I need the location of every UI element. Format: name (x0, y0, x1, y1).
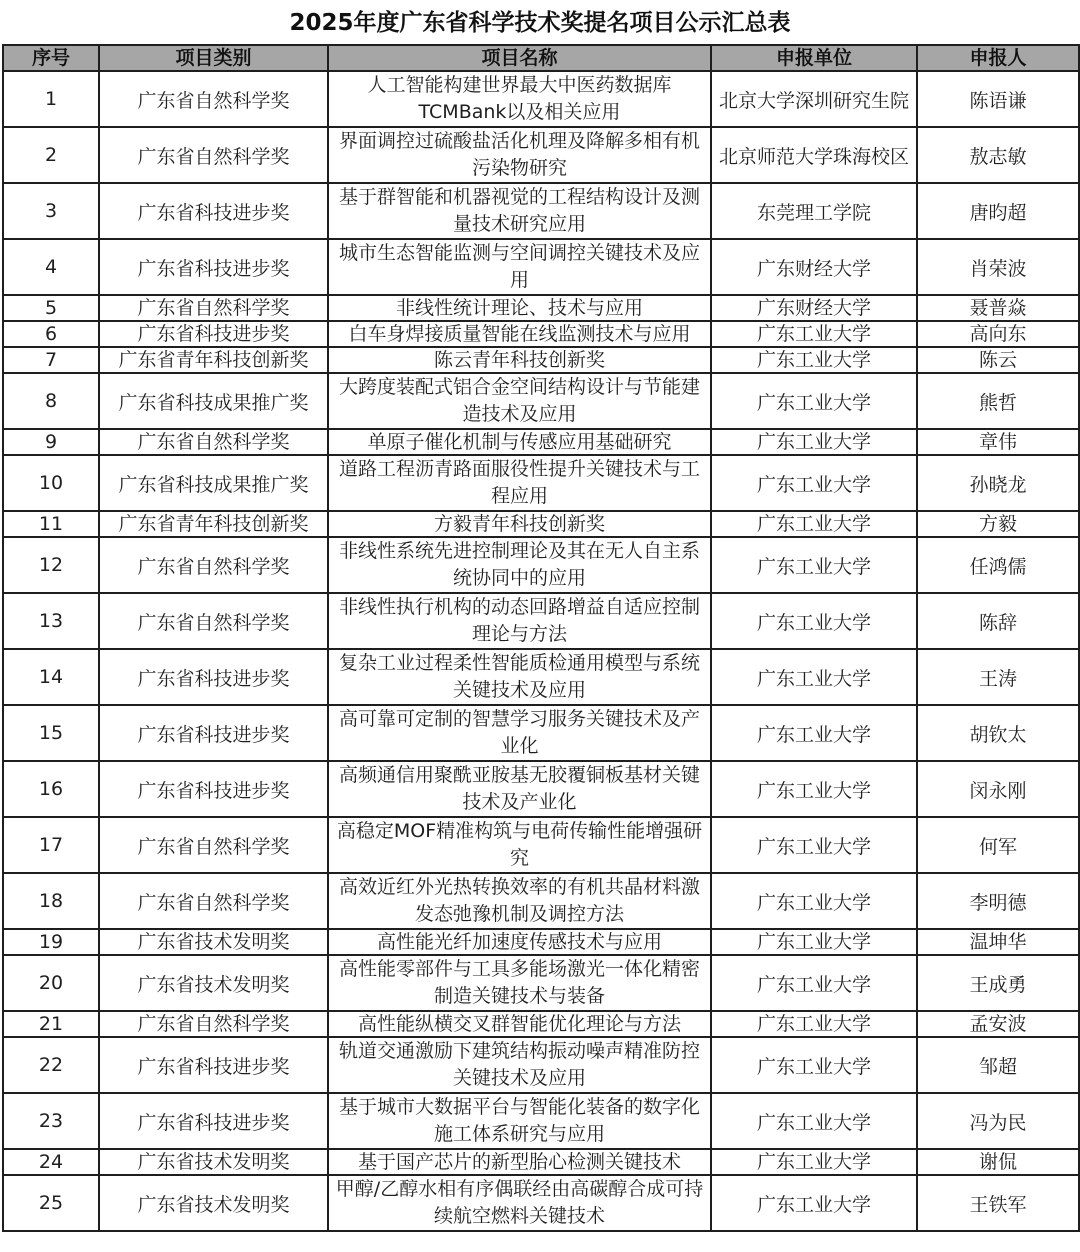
cell-applying-unit: 广东工业大学 (711, 511, 917, 537)
cell-project-name: 方毅青年科技创新奖 (328, 511, 711, 537)
cell-applying-unit: 广东工业大学 (711, 347, 917, 373)
cell-applicant: 熊哲 (917, 373, 1079, 429)
table-row (3, 955, 1079, 1011)
table-row (3, 1093, 1079, 1149)
cell-applicant: 陈云 (917, 347, 1079, 373)
cell-applicant: 孙晓龙 (917, 455, 1079, 511)
cell-serial-number: 4 (3, 239, 99, 295)
cell-serial-number: 12 (3, 537, 99, 593)
cell-project-name: 高频通信用聚酰亚胺基无胶覆铜板基材关键技术及产业化 (328, 761, 711, 817)
cell-applying-unit: 广东工业大学 (711, 1149, 917, 1175)
cell-project-category: 广东省青年科技创新奖 (99, 511, 328, 537)
cell-applying-unit: 东莞理工学院 (711, 183, 917, 239)
cell-applying-unit: 广东工业大学 (711, 929, 917, 955)
cell-project-category: 广东省自然科学奖 (99, 429, 328, 455)
table-row (3, 593, 1079, 649)
cell-project-name: 陈云青年科技创新奖 (328, 347, 711, 373)
cell-project-category: 广东省科技进步奖 (99, 649, 328, 705)
cell-applying-unit: 广东工业大学 (711, 761, 917, 817)
cell-applying-unit: 广东工业大学 (711, 321, 917, 347)
cell-serial-number: 2 (3, 127, 99, 183)
cell-project-name: 大跨度装配式铝合金空间结构设计与节能建造技术及应用 (328, 373, 711, 429)
table-row (3, 321, 1079, 347)
cell-project-category: 广东省科技成果推广奖 (99, 455, 328, 511)
cell-project-name: 界面调控过硫酸盐活化机理及降解多相有机污染物研究 (328, 127, 711, 183)
header-serial-number: 序号 (3, 45, 99, 71)
cell-serial-number: 22 (3, 1037, 99, 1093)
cell-applying-unit: 北京师范大学珠海校区 (711, 127, 917, 183)
cell-applying-unit: 广东工业大学 (711, 1037, 917, 1093)
cell-applicant: 邹超 (917, 1037, 1079, 1093)
page-title: 2025年度广东省科学技术奖提名项目公示汇总表 (289, 10, 791, 36)
cell-serial-number: 9 (3, 429, 99, 455)
table-row (3, 1149, 1079, 1175)
cell-serial-number: 3 (3, 183, 99, 239)
header-project-category: 项目类别 (99, 45, 328, 71)
cell-applicant: 肖荣波 (917, 239, 1079, 295)
cell-project-name: 非线性系统先进控制理论及其在无人自主系统协同中的应用 (328, 537, 711, 593)
cell-project-category: 广东省青年科技创新奖 (99, 347, 328, 373)
cell-applying-unit: 广东工业大学 (711, 373, 917, 429)
table-row (3, 537, 1079, 593)
cell-project-name: 人工智能构建世界最大中医药数据库TCMBank以及相关应用 (328, 71, 711, 127)
table-row (3, 761, 1079, 817)
cell-project-name: 高可靠可定制的智慧学习服务关键技术及产业化 (328, 705, 711, 761)
cell-applying-unit: 广东工业大学 (711, 705, 917, 761)
cell-project-name: 单原子催化机制与传感应用基础研究 (328, 429, 711, 455)
table-row (3, 127, 1079, 183)
cell-project-category: 广东省科技进步奖 (99, 1037, 328, 1093)
table-row (3, 373, 1079, 429)
cell-project-category: 广东省科技进步奖 (99, 239, 328, 295)
cell-applicant: 高向东 (917, 321, 1079, 347)
cell-serial-number: 20 (3, 955, 99, 1011)
cell-applying-unit: 广东工业大学 (711, 1011, 917, 1037)
cell-project-name: 甲醇/乙醇水相有序偶联经由高碳醇合成可持续航空燃料关键技术 (328, 1175, 711, 1231)
table-row (3, 183, 1079, 239)
cell-serial-number: 11 (3, 511, 99, 537)
cell-applicant: 何军 (917, 817, 1079, 873)
cell-project-name: 非线性统计理论、技术与应用 (328, 295, 711, 321)
table-row (3, 71, 1079, 127)
cell-applying-unit: 广东工业大学 (711, 1175, 917, 1231)
cell-applying-unit: 广东工业大学 (711, 649, 917, 705)
cell-applicant: 陈辞 (917, 593, 1079, 649)
cell-serial-number: 7 (3, 347, 99, 373)
cell-project-name: 高稳定MOF精准构筑与电荷传输性能增强研究 (328, 817, 711, 873)
cell-project-name: 基于群智能和机器视觉的工程结构设计及测量技术研究应用 (328, 183, 711, 239)
table-row (3, 239, 1079, 295)
cell-applying-unit: 广东工业大学 (711, 593, 917, 649)
cell-serial-number: 17 (3, 817, 99, 873)
cell-applicant: 谢侃 (917, 1149, 1079, 1175)
cell-project-name: 轨道交通激励下建筑结构振动噪声精准防控关键技术及应用 (328, 1037, 711, 1093)
table-row (3, 511, 1079, 537)
cell-applicant: 章伟 (917, 429, 1079, 455)
cell-project-category: 广东省技术发明奖 (99, 955, 328, 1011)
cell-applying-unit: 广东工业大学 (711, 455, 917, 511)
cell-project-name: 高效近红外光热转换效率的有机共晶材料激发态弛豫机制及调控方法 (328, 873, 711, 929)
cell-project-category: 广东省自然科学奖 (99, 295, 328, 321)
table-row (3, 873, 1079, 929)
table-row (3, 705, 1079, 761)
table-row (3, 347, 1079, 373)
cell-applying-unit: 广东财经大学 (711, 295, 917, 321)
cell-project-category: 广东省自然科学奖 (99, 817, 328, 873)
cell-applicant: 陈语谦 (917, 71, 1079, 127)
cell-project-category: 广东省自然科学奖 (99, 71, 328, 127)
cell-applicant: 王涛 (917, 649, 1079, 705)
cell-project-category: 广东省技术发明奖 (99, 1175, 328, 1231)
cell-applying-unit: 广东财经大学 (711, 239, 917, 295)
cell-project-category: 广东省自然科学奖 (99, 593, 328, 649)
table-row (3, 649, 1079, 705)
cell-serial-number: 14 (3, 649, 99, 705)
cell-applying-unit: 广东工业大学 (711, 429, 917, 455)
cell-project-category: 广东省技术发明奖 (99, 929, 328, 955)
cell-project-name: 城市生态智能监测与空间调控关键技术及应用 (328, 239, 711, 295)
cell-serial-number: 10 (3, 455, 99, 511)
table-row (3, 1011, 1079, 1037)
table-body (3, 71, 1079, 1231)
cell-serial-number: 21 (3, 1011, 99, 1037)
cell-applicant: 任鸿儒 (917, 537, 1079, 593)
header-applying-unit: 申报单位 (711, 45, 917, 71)
table-header-row (3, 45, 1079, 71)
cell-project-name: 高性能光纤加速度传感技术与应用 (328, 929, 711, 955)
cell-applicant: 方毅 (917, 511, 1079, 537)
cell-serial-number: 1 (3, 71, 99, 127)
header-applicant: 申报人 (917, 45, 1079, 71)
cell-serial-number: 8 (3, 373, 99, 429)
cell-applicant: 孟安波 (917, 1011, 1079, 1037)
cell-serial-number: 25 (3, 1175, 99, 1231)
cell-project-category: 广东省自然科学奖 (99, 1011, 328, 1037)
cell-project-category: 广东省科技进步奖 (99, 1093, 328, 1149)
cell-project-name: 复杂工业过程柔性智能质检通用模型与系统关键技术及应用 (328, 649, 711, 705)
cell-applicant: 李明德 (917, 873, 1079, 929)
cell-serial-number: 16 (3, 761, 99, 817)
nomination-summary-table (2, 44, 1080, 1232)
table-row (3, 1037, 1079, 1093)
cell-applicant: 聂普焱 (917, 295, 1079, 321)
cell-project-name: 道路工程沥青路面服役性提升关键技术与工程应用 (328, 455, 711, 511)
cell-serial-number: 13 (3, 593, 99, 649)
table-row (3, 455, 1079, 511)
header-project-name: 项目名称 (328, 45, 711, 71)
cell-applicant: 王铁军 (917, 1175, 1079, 1231)
table-row (3, 817, 1079, 873)
cell-applying-unit: 广东工业大学 (711, 873, 917, 929)
cell-applicant: 温坤华 (917, 929, 1079, 955)
cell-serial-number: 24 (3, 1149, 99, 1175)
cell-applying-unit: 广东工业大学 (711, 817, 917, 873)
cell-project-name: 基于国产芯片的新型胎心检测关键技术 (328, 1149, 711, 1175)
cell-project-name: 高性能纵横交叉群智能优化理论与方法 (328, 1011, 711, 1037)
cell-serial-number: 19 (3, 929, 99, 955)
cell-applying-unit: 广东工业大学 (711, 1093, 917, 1149)
cell-applicant: 唐昀超 (917, 183, 1079, 239)
cell-serial-number: 6 (3, 321, 99, 347)
cell-project-name: 白车身焊接质量智能在线监测技术与应用 (328, 321, 711, 347)
table-row (3, 929, 1079, 955)
cell-project-category: 广东省科技进步奖 (99, 183, 328, 239)
cell-applicant: 冯为民 (917, 1093, 1079, 1149)
cell-project-category: 广东省科技进步奖 (99, 321, 328, 347)
cell-applying-unit: 广东工业大学 (711, 955, 917, 1011)
cell-project-category: 广东省自然科学奖 (99, 127, 328, 183)
cell-project-name: 基于城市大数据平台与智能化装备的数字化施工体系研究与应用 (328, 1093, 711, 1149)
table-row (3, 429, 1079, 455)
table-row (3, 295, 1079, 321)
cell-serial-number: 18 (3, 873, 99, 929)
cell-serial-number: 5 (3, 295, 99, 321)
table-row (3, 1175, 1079, 1231)
cell-project-category: 广东省自然科学奖 (99, 873, 328, 929)
cell-project-category: 广东省科技进步奖 (99, 705, 328, 761)
cell-applicant: 王成勇 (917, 955, 1079, 1011)
cell-project-category: 广东省科技进步奖 (99, 761, 328, 817)
cell-applying-unit: 北京大学深圳研究生院 (711, 71, 917, 127)
cell-project-category: 广东省科技成果推广奖 (99, 373, 328, 429)
cell-project-category: 广东省技术发明奖 (99, 1149, 328, 1175)
cell-applying-unit: 广东工业大学 (711, 537, 917, 593)
cell-project-name: 非线性执行机构的动态回路增益自适应控制理论与方法 (328, 593, 711, 649)
cell-applicant: 敖志敏 (917, 127, 1079, 183)
cell-project-category: 广东省自然科学奖 (99, 537, 328, 593)
cell-applicant: 胡钦太 (917, 705, 1079, 761)
cell-project-name: 高性能零部件与工具多能场激光一体化精密制造关键技术与装备 (328, 955, 711, 1011)
cell-serial-number: 23 (3, 1093, 99, 1149)
cell-applicant: 闵永刚 (917, 761, 1079, 817)
cell-serial-number: 15 (3, 705, 99, 761)
